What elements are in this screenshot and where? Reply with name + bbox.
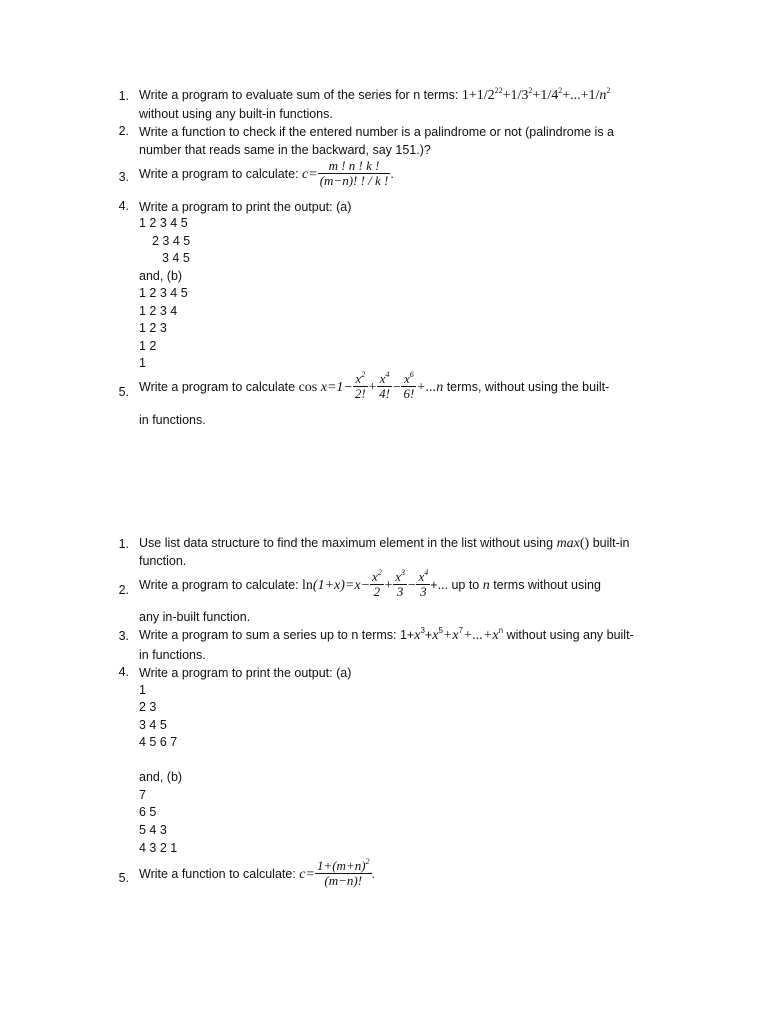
pattern-b-line: 4 3 2 1 — [139, 841, 178, 855]
question-text-line2: function. — [139, 554, 187, 568]
item-number: 1. — [118, 537, 129, 551]
pattern-b-line: 5 4 3 — [139, 823, 167, 837]
ln-function: ln — [302, 577, 313, 593]
and-b-label: and, (b) — [139, 770, 183, 784]
question-text — [139, 87, 610, 105]
fraction: $\frac{x^6}{6!}$ — [403, 370, 415, 401]
question-text-line2: in functions. — [139, 413, 206, 427]
question-lead: Write a program to evaluate sum of the series for n terms: — [139, 88, 462, 102]
question-lead: Write a program to calculate: — [139, 577, 303, 592]
pattern-a-line: 3 4 5 — [139, 718, 167, 732]
question-text-line2: any in-built function. — [139, 610, 251, 624]
fraction-numerator: 1+(m+n) — [316, 858, 366, 873]
item-number: 3. — [118, 170, 129, 184]
item-number: 1. — [118, 89, 129, 103]
fraction: $\frac{1+(m+n)^2}{(m-n)!}$ — [316, 857, 370, 888]
pattern-a-line: 4 5 6 7 — [139, 735, 178, 749]
formula-lhs: c= — [299, 866, 315, 882]
question-text: Write a function to check if the entered number is a palindrome or not (palindrome is a — [139, 125, 615, 139]
question-lead: Write a program to calculate — [139, 379, 299, 394]
question-lead: Write a program to calculate: — [139, 166, 303, 181]
pattern-a-line: 2 3 — [139, 700, 157, 714]
question-text: Write a function to calculate: c= $\frac{1+(m+n)^2}{(m-n)!}$ . — [139, 857, 376, 888]
pattern-b-line: 1 — [139, 356, 146, 370]
pattern-a-line: 1 — [139, 683, 146, 697]
fraction: $\frac{x^4}{3}$ — [418, 568, 429, 599]
pattern-b-line: 1 2 3 4 — [139, 304, 178, 318]
fraction: $\frac{x^2}{2!}$ — [354, 370, 366, 401]
item-number: 3. — [118, 629, 129, 643]
formula-lhs: (1+x)=x− — [312, 577, 371, 593]
question-text-line2: in functions. — [139, 648, 206, 662]
formula-lhs: x=1− — [317, 379, 353, 395]
fraction-denominator: (m−n)! ! / k ! — [319, 173, 389, 188]
pattern-a-line: 1 2 3 4 5 — [139, 216, 188, 230]
question-text: Write a program to sum a series up to n terms: $1+x^3+x^5+x^7+...+x^n$ without using any built- — [139, 626, 634, 643]
pattern-a-line: 2 3 4 5 — [152, 234, 191, 248]
series-formula: $1+1/2^{22}+1/3^2+1/4^2+...+1/n^2$ — [461, 86, 611, 103]
pattern-b-line: 6 5 — [139, 805, 157, 819]
pattern-b-line: 1 2 3 4 5 — [139, 286, 188, 300]
item-number: 5. — [118, 385, 129, 399]
question-text-line2: without using any built-in functions. — [139, 107, 333, 121]
question-text: Write a program to print the output: (a) — [139, 666, 352, 680]
question-text: Use list data structure to find the maximum element in the list without using max() built-in — [139, 536, 630, 551]
fraction-denominator: (m−n)! — [324, 873, 363, 888]
question-lead: Write a function to calculate: — [139, 866, 300, 881]
item-number: 2. — [118, 124, 129, 138]
pattern-b-line: 7 — [139, 788, 146, 802]
item-number: 5. — [118, 871, 129, 885]
question-text: Write a program to calculate cos x=1− $\frac{x^2}{2!}$ + $\frac{x^4}{4!}$ − $\frac{x^6}{6!}$ +...n terms, without using the built- — [139, 370, 610, 401]
question-text: Write a program to calculate: ln(1+x)=x− $\frac{x^2}{2}$ + $\frac{x^3}{3}$ − $\frac{x^4}{3}$ +... up to n terms without using — [139, 568, 601, 599]
pattern-a-line: 3 4 5 — [162, 251, 190, 265]
item-number: 4. — [118, 665, 129, 679]
pattern-b-line: 1 2 3 — [139, 321, 167, 335]
item-number: 4. — [118, 199, 129, 213]
fraction — [318, 159, 391, 188]
formula-lhs: c= — [302, 166, 318, 182]
cos-function: cos — [298, 379, 318, 395]
pattern-b-line: 1 2 — [139, 339, 157, 353]
fraction-numerator: m ! n ! k ! — [318, 159, 391, 174]
item-number: 2. — [118, 583, 129, 597]
fraction: $\frac{x^3}{3}$ — [395, 568, 406, 599]
question-text: Write a program to print the output: (a) — [139, 200, 352, 214]
fraction: $\frac{x^2}{2}$ — [372, 568, 382, 599]
fraction: $\frac{x^4}{4!}$ — [379, 370, 390, 401]
question-lead: Write a program to sum a series up to n terms: 1+ — [139, 628, 415, 642]
question-text-line2: number that reads same in the backward, say 151.)? — [139, 143, 431, 157]
question-text: Write a program to calculate: c= $\frac{m ! n ! k !}{(m-n)! ! / k !}$ . — [139, 158, 394, 188]
and-b-label: and, (b) — [139, 269, 183, 283]
question-lead: Use list data structure to find the maximum element in the list without using — [139, 536, 557, 550]
max-function: max — [556, 536, 580, 551]
